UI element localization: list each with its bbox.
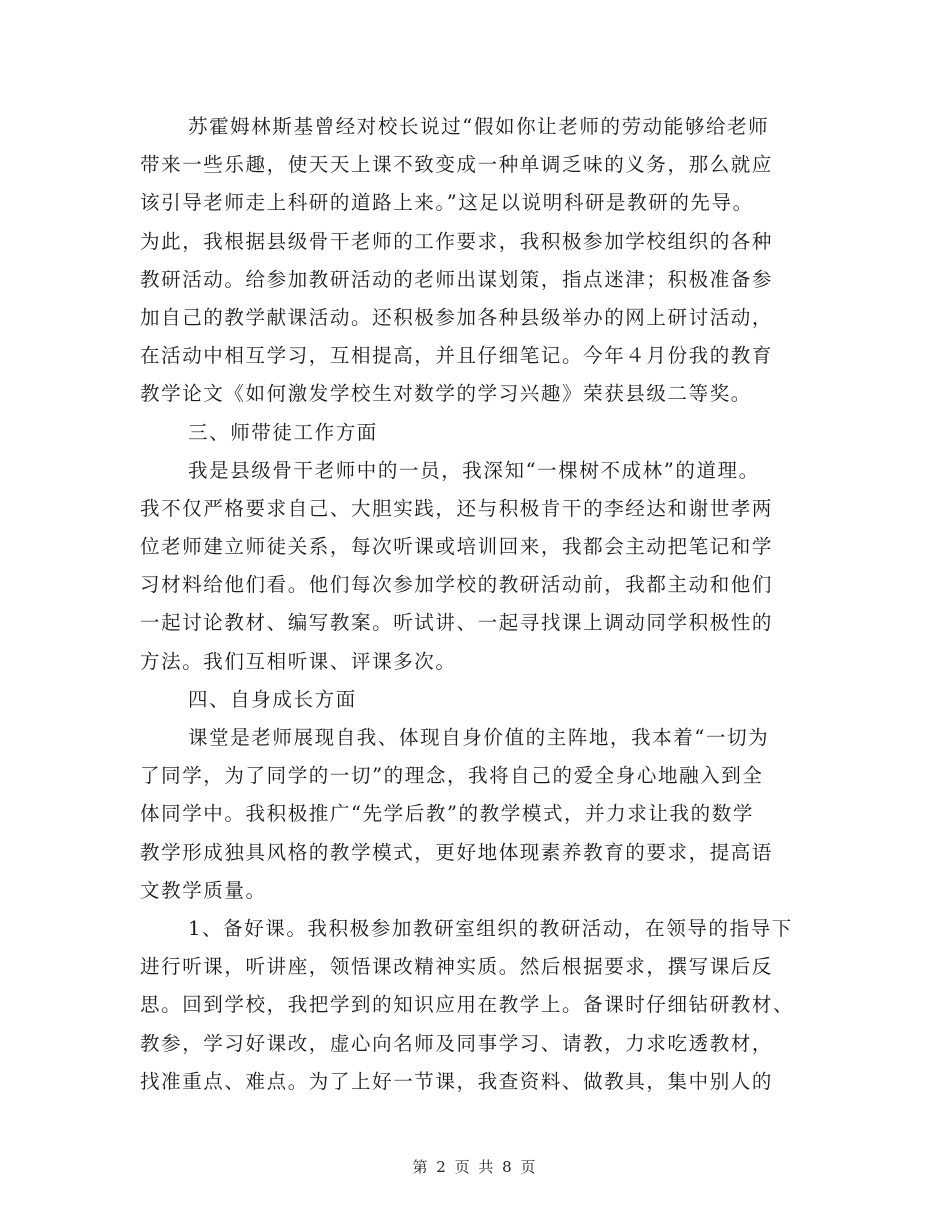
text-line: 教研活动。给参加教研活动的老师出谋划策，指点迷津；积极准备参 (140, 267, 774, 291)
text-line: 文教学质量。 (140, 878, 267, 902)
text-line: 找准重点、难点。为了上好一节课，我查资料、做教具，集中别人的 (140, 1069, 774, 1093)
text-line: 为此，我根据县级骨干老师的工作要求，我积极参加学校组织的各种 (140, 229, 774, 253)
text-line: 教学论文《如何激发学校生对数学的学习兴趣》荣获县级二等奖。 (140, 382, 752, 406)
text-line: 思。回到学校，我把学到的知识应用在教学上。备课时仔细钻研教材、 (140, 993, 795, 1017)
text-line: 体同学中。我积极推广“先学后教”的教学模式，并力求让我的数学 (140, 802, 754, 826)
text-line: 位老师建立师徒关系，每次听课或培训回来，我都会主动把笔记和学 (140, 535, 774, 559)
text-line: 苏霍姆林斯基曾经对校长说过“假如你让老师的劳动能够给老师 (188, 115, 770, 138)
text-line: 教学形成独具风格的教学模式，更好地体现素养教育的要求，提高语 (140, 840, 774, 864)
text-line: 习材料给他们看。他们每次参加学校的教研活动前，我都主动和他们 (140, 573, 774, 597)
text-line: 我不仅严格要求自己、大胆实践，还与积极肯干的李经达和谢世孝两 (140, 496, 774, 520)
text-line: 带来一些乐趣，使天天上课不致变成一种单调乏味的义务，那么就应 (140, 153, 774, 177)
text-line: 在活动中相互学习，互相提高，并且仔细笔记。今年４月份我的教育 (140, 344, 774, 368)
document-body (140, 108, 815, 1101)
text-line: 教参，学习好课改，虚心向名师及同事学习、请教，力求吃透教材， (140, 1031, 774, 1055)
text-line: 一起讨论教材、编写教案。听试讲、一起寻找课上调动同学积极性的 (140, 611, 774, 635)
text-line: 1、备好课。我积极参加教研室组织的教研活动，在领导的指导下 (188, 916, 793, 940)
section-heading-self-growth: 四、自身成长方面 (188, 687, 357, 711)
text-line: 了同学，为了同学的一切”的理念，我将自己的爱全身心地融入到全 (140, 764, 764, 788)
text-line: 进行听课，听讲座，领悟课改精神实质。然后根据要求，撰写课后反 (140, 955, 774, 979)
text-line: 课堂是老师展现自我、体现自身价值的主阵地，我本着“一切为 (188, 726, 770, 749)
text-line: 方法。我们互相听课、评课多次。 (140, 649, 457, 673)
text-line: 该引导老师走上科研的道路上来。”这足以说明科研是教研的先导。 (140, 191, 754, 215)
section-heading-mentoring: 三、师带徒工作方面 (188, 420, 378, 444)
page-number-footer: 第 2 页 共 8 页 (412, 1158, 538, 1176)
text-line: 加自己的教学献课活动。还积极参加各种县级举办的网上研讨活动， (140, 305, 774, 329)
text-line: 我是县级骨干老师中的一员，我深知“一棵树不成林”的道理。 (188, 458, 760, 482)
